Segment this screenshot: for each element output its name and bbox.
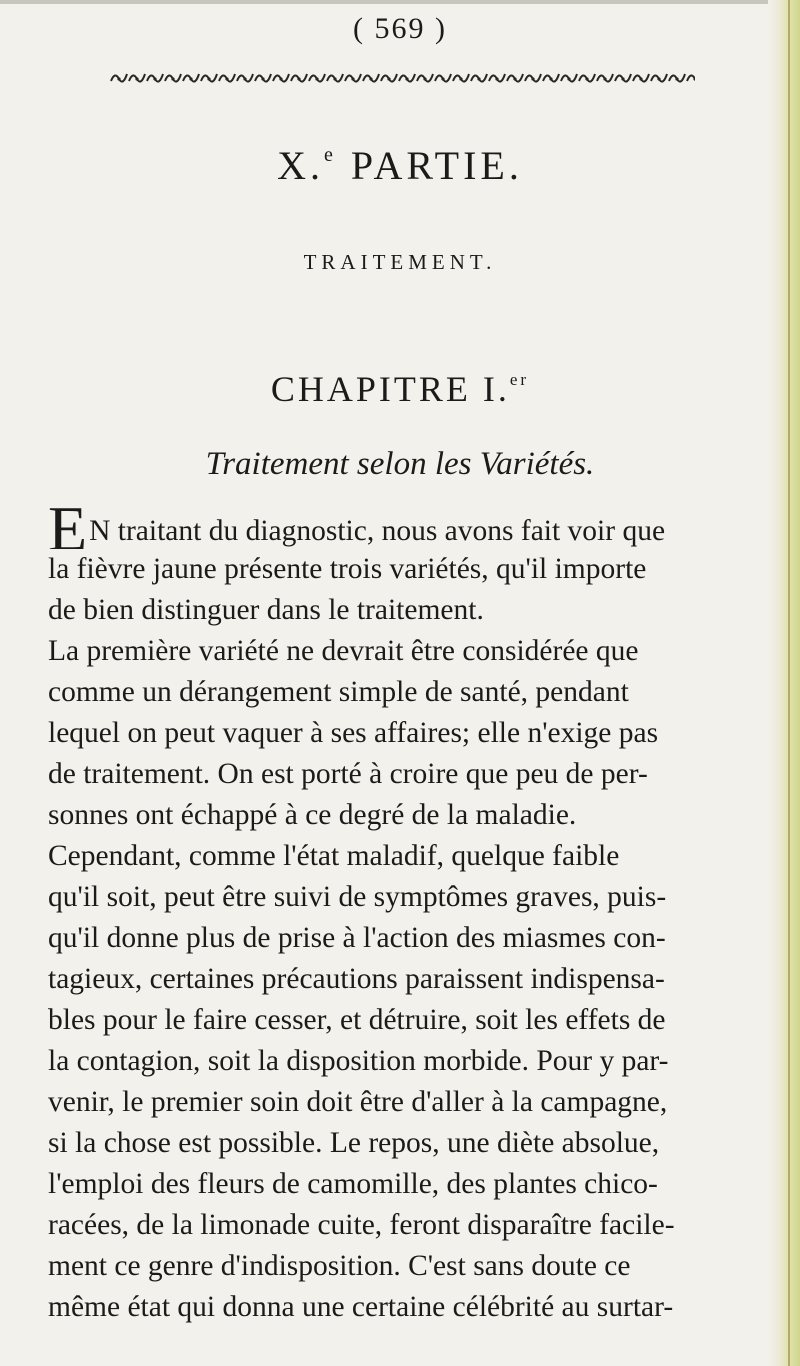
text-line: qu'il soit, peut être suivi de symptômes graves, puis- (48, 881, 667, 913)
part-number: X. (277, 143, 325, 188)
part-superscript: e (324, 144, 337, 166)
text-line: la fièvre jaune présente trois variétés, qu'il importe (48, 553, 647, 585)
text-line: la contagion, soit la disposition morbide. Pour y par- (48, 1045, 669, 1077)
text-line (48, 508, 770, 549)
drop-cap: E (48, 508, 88, 549)
text-line: venir, le premier soin doit être d'aller à la campagne, (48, 1086, 668, 1118)
chapter-title: CHAPITRE I. (270, 369, 510, 409)
text-line: ment ce genre d'indisposition. C'est sans doute ce (48, 1250, 631, 1282)
part-heading (0, 142, 800, 189)
text-line: Cependant, comme l'état maladif, quelque faible (48, 840, 620, 872)
text-line: sonnes ont échappé à ce degré de la maladie. (48, 799, 577, 831)
text-line: de bien distinguer dans le traitement. (48, 594, 484, 626)
chapter-subtitle: Traitement selon les Variétés. (205, 446, 595, 482)
text-line: lequel on peut vaquer à ses affaires; elle n'exige pas (48, 717, 659, 749)
body-text (48, 508, 770, 1328)
page-edge-binding (768, 0, 800, 1366)
text-line: même état qui donna une certaine célébrité au surtar- (48, 1291, 674, 1323)
page-number: ( 569 ) (353, 12, 447, 45)
ornamental-rule (110, 68, 695, 86)
text-line: racées, de la limonade cuite, feront disparaître facile- (48, 1209, 675, 1241)
text-line: de traitement. On est porté à croire que peu de per- (48, 758, 648, 790)
page-top-shadow (0, 0, 800, 4)
text-line-content: N traitant du diagnostic, nous avons fait voir que (89, 515, 666, 547)
text-line: si la chose est possible. Le repos, une diète absolue, (48, 1127, 660, 1159)
page-edge-line (788, 0, 790, 1366)
part-word: PARTIE. (350, 143, 523, 188)
text-line: l'emploi des fleurs de camomille, des plantes chico- (48, 1168, 658, 1200)
chapter-superscript: er (509, 370, 530, 389)
text-line: La première variété ne devrait être considérée que (48, 635, 639, 667)
chapter-heading (0, 368, 800, 410)
text-line: qu'il donne plus de prise à l'action des miasmes con- (48, 922, 666, 954)
section-heading: TRAITEMENT. (303, 250, 497, 274)
text-line: bles pour le faire cesser, et détruire, soit les effets de (48, 1004, 666, 1036)
text-line: comme un dérangement simple de santé, pendant (48, 676, 629, 708)
text-line: tagieux, certaines précautions paraissent indispensa- (48, 963, 665, 995)
